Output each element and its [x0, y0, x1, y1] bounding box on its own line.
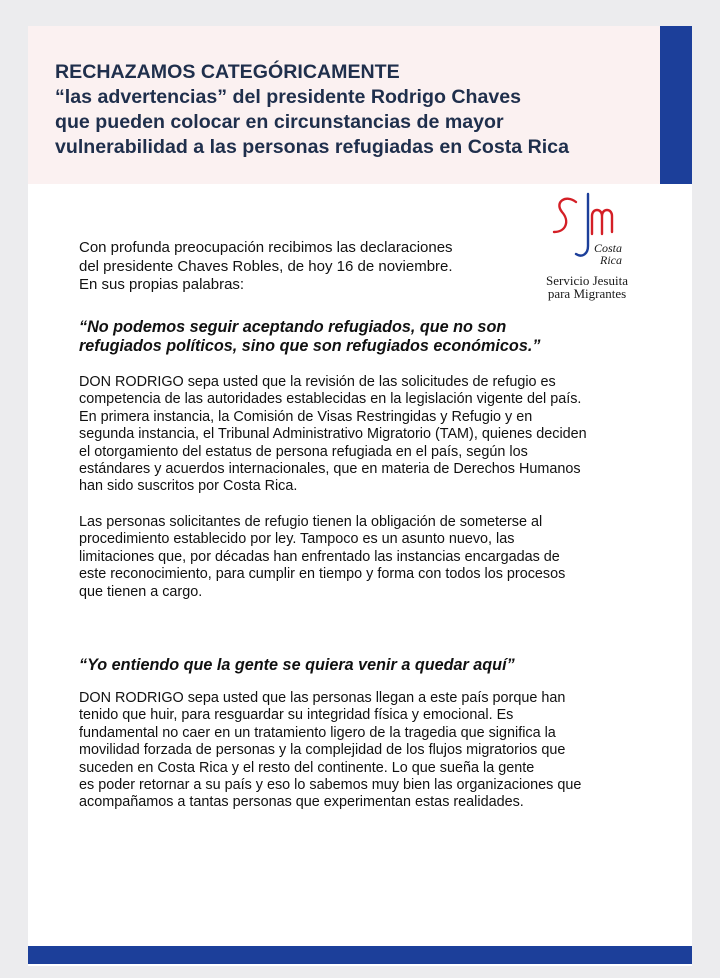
text-line: Con profunda preocupación recibimos las declaraciones [79, 239, 453, 256]
quote-2 [79, 656, 639, 675]
footer-accent-bar [28, 946, 692, 964]
logo-country-line: Costa [594, 241, 623, 255]
title-line: vulnerabilidad a las personas refugiadas en Costa Rica [55, 136, 569, 158]
text-line: este reconocimiento, para cumplir en tiempo y forma con todos los procesos [79, 566, 566, 583]
document-page [28, 26, 692, 966]
logo-name-line: Servicio Jesuita [546, 273, 628, 288]
text-line: acompañamos a tantas personas que experimentan estas realidades. [79, 794, 524, 811]
text-line: segunda instancia, el Tribunal Administrativo Migratorio (TAM), quienes deciden [79, 426, 587, 443]
quote-line: “Yo entiendo que la gente se quiera venir a quedar aquí” [79, 656, 515, 674]
text-line: que tienen a cargo. [79, 583, 203, 600]
paragraph-2 [79, 514, 639, 601]
text-line: procedimiento establecido por ley. Tampoco es un asunto nuevo, las [79, 531, 515, 548]
text-line: Las personas solicitantes de refugio tienen la obligación de someterse al [79, 514, 543, 530]
intro-paragraph [79, 239, 509, 295]
title-line: RECHAZAMOS CATEGÓRICAMENTE [55, 61, 400, 83]
quote-line: “No podemos seguir aceptando refugiados, que no son [79, 318, 507, 336]
text-line: En primera instancia, la Comisión de Visas Restringidas y Refugio y en [79, 408, 533, 425]
text-line: En sus propias palabras: [79, 276, 245, 293]
quote-1 [79, 318, 639, 355]
paragraph-1 [79, 374, 639, 496]
text-line: suceden en Costa Rica y el resto del continente. Lo que sueña la gente [79, 759, 535, 776]
text-line: DON RODRIGO sepa usted que la revisión de las solicitudes de refugio es [79, 374, 556, 390]
text-line: tenido que huir, para resguardar su integridad física y emocional. Es [79, 707, 514, 724]
sjm-logo [532, 188, 642, 308]
document-title [55, 60, 645, 160]
text-line: el otorgamiento del estatus de persona refugiada en el país, según los [79, 443, 528, 460]
text-line: es poder retornar a su país y eso lo sabemos muy bien las organizaciones que [79, 777, 582, 794]
text-line: competencia de las autoridades establecidas en la legislación vigente del país. [79, 391, 582, 408]
logo-caption [532, 274, 642, 300]
quote-line: refugiados políticos, sino que son refugiados económicos.” [79, 336, 541, 355]
logo-name-line: para Migrantes [547, 286, 627, 301]
text-line: movilidad forzada de personas y la complejidad de los flujos migratorios que [79, 742, 566, 759]
title-line: “las advertencias” del presidente Rodrigo Chaves [55, 86, 522, 108]
logo-country-line: Rica [600, 253, 622, 267]
sjm-logo-mark [532, 188, 642, 274]
text-line: han sido suscritos por Costa Rica. [79, 478, 298, 495]
text-line: DON RODRIGO sepa usted que las personas llegan a este país porque han [79, 690, 566, 706]
text-line: limitaciones que, por décadas han enfrentado las instancias encargadas de [79, 548, 560, 565]
text-line: estándares y acuerdos internacionales, que en materia de Derechos Humanos [79, 461, 581, 478]
title-line: que pueden colocar en circunstancias de mayor [55, 111, 504, 133]
header-accent-bar [660, 26, 692, 184]
paragraph-3 [79, 690, 639, 812]
text-line: fundamental no caer en un tratamiento ligero de la tragedia que significa la [79, 724, 556, 741]
text-line: del presidente Chaves Robles, de hoy 16 de noviembre. [79, 257, 453, 275]
